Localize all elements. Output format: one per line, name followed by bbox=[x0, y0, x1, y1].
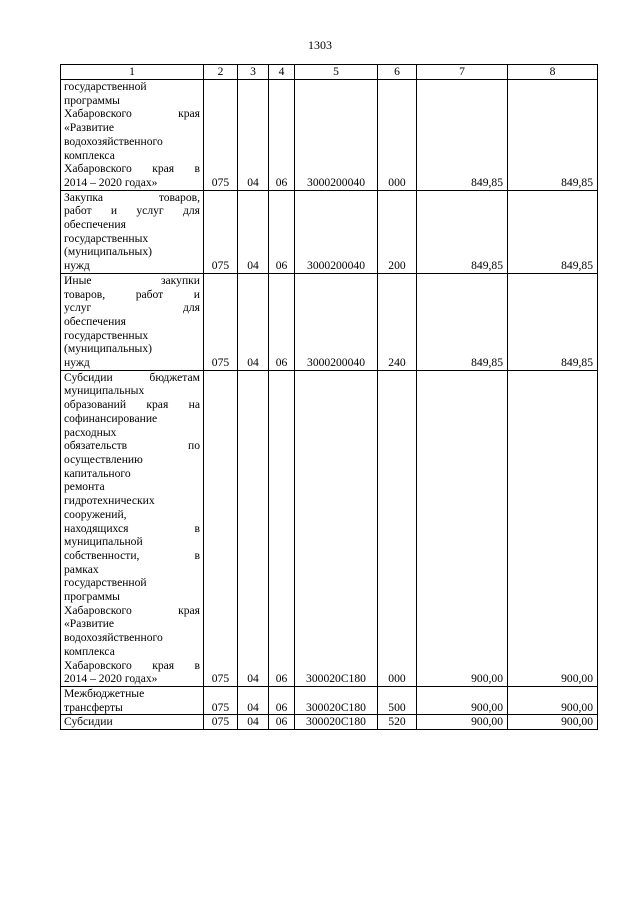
amount-col-8: 849,85 bbox=[508, 273, 598, 370]
description-line: обеспечения bbox=[64, 314, 126, 328]
description-word: товаров, bbox=[158, 190, 200, 204]
amount-col-8: 900,00 bbox=[508, 715, 598, 730]
description-line: нужд bbox=[64, 259, 90, 273]
header-col-6: 6 bbox=[378, 65, 417, 80]
description-line: муниципальной bbox=[64, 535, 143, 549]
target-article-code: 300020С180 bbox=[295, 370, 378, 686]
description-word: обязательств bbox=[64, 439, 128, 453]
ministry-code: 075 bbox=[204, 686, 238, 714]
amount-col-7: 849,85 bbox=[417, 273, 508, 370]
header-col-7: 7 bbox=[417, 65, 508, 80]
description-word: в bbox=[194, 658, 200, 672]
description-line: обеспечения bbox=[64, 218, 126, 232]
ministry-code: 075 bbox=[204, 715, 238, 730]
description-line: «Развитие bbox=[64, 121, 115, 135]
amount-col-8: 900,00 bbox=[508, 686, 598, 714]
description-word: края bbox=[152, 658, 175, 672]
table-header-row bbox=[61, 65, 598, 80]
description-word: на bbox=[188, 398, 200, 412]
description-word: для bbox=[182, 204, 200, 218]
description-line: расходных bbox=[64, 425, 117, 439]
description-word: собственности, bbox=[64, 548, 140, 562]
description-word: для bbox=[182, 301, 200, 315]
description-word: края bbox=[146, 398, 169, 412]
amount-col-7: 849,85 bbox=[417, 190, 508, 273]
section-code: 04 bbox=[238, 715, 269, 730]
row-description bbox=[61, 686, 204, 714]
description-line bbox=[64, 659, 200, 673]
description-line bbox=[64, 439, 200, 453]
table-row bbox=[61, 715, 598, 730]
ministry-code: 075 bbox=[204, 80, 238, 191]
subsection-code: 06 bbox=[269, 190, 295, 273]
description-word: Иные bbox=[64, 273, 92, 287]
header-col-8: 8 bbox=[508, 65, 598, 80]
description-line: трансферты bbox=[64, 700, 123, 714]
description-line: 2014 – 2020 годах» bbox=[64, 672, 158, 686]
description-word: края bbox=[178, 603, 200, 617]
description-line: государственных bbox=[64, 231, 149, 245]
description-line bbox=[64, 204, 200, 218]
description-line: водохозяйственного bbox=[64, 134, 163, 148]
description-word: работ bbox=[64, 204, 92, 218]
target-article-code: 3000200040 bbox=[295, 273, 378, 370]
description-line: комплекса bbox=[64, 148, 115, 162]
description-line: государственных bbox=[64, 328, 149, 342]
description-word: Хабаровского bbox=[64, 603, 132, 617]
subsection-code: 06 bbox=[269, 80, 295, 191]
description-line: капитального bbox=[64, 466, 131, 480]
description-line: гидротехнических bbox=[64, 494, 155, 508]
amount-col-8: 900,00 bbox=[508, 370, 598, 686]
expense-type-code: 500 bbox=[378, 686, 417, 714]
description-line bbox=[64, 522, 200, 536]
description-line: «Развитие bbox=[64, 617, 115, 631]
target-article-code: 3000200040 bbox=[295, 80, 378, 191]
subsection-code: 06 bbox=[269, 715, 295, 730]
description-word: Хабаровского bbox=[64, 107, 132, 121]
section-code: 04 bbox=[238, 370, 269, 686]
ministry-code: 075 bbox=[204, 370, 238, 686]
description-word: услуг bbox=[136, 204, 164, 218]
header-col-5: 5 bbox=[295, 65, 378, 80]
description-line: муниципальных bbox=[64, 384, 145, 398]
description-word: закупки bbox=[160, 273, 200, 287]
description-line: Субсидии bbox=[64, 715, 113, 729]
expense-type-code: 520 bbox=[378, 715, 417, 730]
description-word: Закупка bbox=[64, 190, 104, 204]
description-word: края bbox=[178, 107, 200, 121]
expense-type-code: 000 bbox=[378, 370, 417, 686]
description-line: (муниципальных) bbox=[64, 342, 152, 356]
description-line: программы bbox=[64, 93, 120, 107]
section-code: 04 bbox=[238, 686, 269, 714]
description-line bbox=[64, 191, 200, 205]
description-word: образований bbox=[64, 398, 127, 412]
description-word: бюджетам bbox=[149, 370, 200, 384]
amount-col-7: 900,00 bbox=[417, 370, 508, 686]
amount-col-7: 900,00 bbox=[417, 686, 508, 714]
description-word: Субсидии bbox=[64, 370, 113, 384]
description-word: находящихся bbox=[64, 521, 129, 535]
description-line bbox=[64, 107, 200, 121]
description-word: Хабаровского bbox=[64, 658, 132, 672]
description-word: товаров, bbox=[64, 287, 106, 301]
description-line bbox=[64, 288, 200, 302]
description-line: водохозяйственного bbox=[64, 631, 163, 645]
description-word: в bbox=[194, 162, 200, 176]
subsection-code: 06 bbox=[269, 273, 295, 370]
target-article-code: 300020С180 bbox=[295, 686, 378, 714]
description-line bbox=[64, 274, 200, 288]
description-line: нужд bbox=[64, 356, 90, 370]
description-line: (муниципальных) bbox=[64, 245, 152, 259]
amount-col-7: 900,00 bbox=[417, 715, 508, 730]
description-line: программы bbox=[64, 590, 120, 604]
row-description bbox=[61, 190, 204, 273]
header-col-2: 2 bbox=[204, 65, 238, 80]
description-line: софинансирование bbox=[64, 411, 158, 425]
subsection-code: 06 bbox=[269, 686, 295, 714]
subsection-code: 06 bbox=[269, 370, 295, 686]
description-word: и bbox=[193, 287, 200, 301]
description-line: государственной bbox=[64, 80, 147, 93]
section-code: 04 bbox=[238, 273, 269, 370]
amount-col-8: 849,85 bbox=[508, 80, 598, 191]
ministry-code: 075 bbox=[204, 273, 238, 370]
description-line bbox=[64, 301, 200, 315]
description-word: и bbox=[110, 204, 118, 218]
description-line: осуществлению bbox=[64, 452, 143, 466]
description-line: Межбюджетные bbox=[64, 686, 145, 700]
description-line: комплекса bbox=[64, 644, 115, 658]
description-word: работ bbox=[135, 287, 164, 301]
header-col-1: 1 bbox=[61, 65, 204, 80]
description-line bbox=[64, 549, 200, 563]
description-line: 2014 – 2020 годах» bbox=[64, 175, 158, 189]
budget-table bbox=[60, 64, 598, 730]
table-row bbox=[61, 370, 598, 686]
expense-type-code: 000 bbox=[378, 80, 417, 191]
description-word: по bbox=[187, 439, 200, 453]
description-word: в bbox=[194, 548, 200, 562]
table-row bbox=[61, 190, 598, 273]
description-word: в bbox=[194, 521, 200, 535]
description-line: ремонта bbox=[64, 480, 105, 494]
description-word: края bbox=[152, 162, 175, 176]
target-article-code: 3000200040 bbox=[295, 190, 378, 273]
table-row bbox=[61, 686, 598, 714]
description-line bbox=[64, 371, 200, 385]
page-number: 1303 bbox=[308, 38, 332, 52]
table-row bbox=[61, 273, 598, 370]
row-description bbox=[61, 80, 204, 191]
header-col-3: 3 bbox=[238, 65, 269, 80]
description-line bbox=[64, 398, 200, 412]
description-word: Хабаровского bbox=[64, 162, 132, 176]
row-description bbox=[61, 715, 204, 730]
ministry-code: 075 bbox=[204, 190, 238, 273]
amount-col-7: 849,85 bbox=[417, 80, 508, 191]
description-word: услуг bbox=[64, 301, 92, 315]
section-code: 04 bbox=[238, 190, 269, 273]
expense-type-code: 240 bbox=[378, 273, 417, 370]
table-row bbox=[61, 80, 598, 191]
target-article-code: 300020С180 bbox=[295, 715, 378, 730]
amount-col-8: 849,85 bbox=[508, 190, 598, 273]
description-line bbox=[64, 162, 200, 176]
description-line: рамках bbox=[64, 562, 99, 576]
description-line: сооружений, bbox=[64, 507, 127, 521]
description-line: государственной bbox=[64, 576, 147, 590]
header-col-4: 4 bbox=[269, 65, 295, 80]
section-code: 04 bbox=[238, 80, 269, 191]
row-description bbox=[61, 273, 204, 370]
description-line bbox=[64, 604, 200, 618]
expense-type-code: 200 bbox=[378, 190, 417, 273]
row-description bbox=[61, 370, 204, 686]
